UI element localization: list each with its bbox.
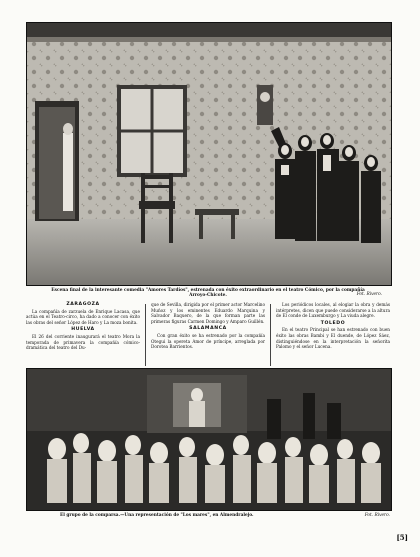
section-text-salamanca: Con gran éxito se ha estrenado por la compañía Otegui la opereta Amor de príncipe, arreglada por Dorotea Barrientos.: [151, 332, 265, 350]
section-heading-huelva: HUELVA: [71, 327, 95, 333]
column-divider: [145, 304, 146, 366]
top-photo-credit: Fot. Rivero.: [356, 292, 382, 297]
column-divider: [270, 304, 271, 366]
section-text-zaragoza: La compañía de zarzuela de Enrique Lacasa, que actúa en el Teatro-circo, ha dado a conocer con éxito las obras del señor López de Haro y La moza bonita.: [26, 308, 140, 325]
section-text-huelva-cont: que de Sevilla, dirigida por el primer actor Marcelino Muñoz y los eminentes Eduardo Marquina y Salvador Baquero, de la que forman parte las primeras figuras Carmen Domingo y Amparo Guillén.: [151, 302, 265, 324]
bottom-photo-caption-text: El grupo de la comparsa.—Una representación de "Los mares", en Almendralejo.: [60, 513, 254, 518]
news-column-1: [26, 302, 140, 353]
page-number: [5]: [396, 533, 408, 542]
section-text-toledo: En el teatro Principal se han estrenado con buen éxito las obras Bambi y El duende, de López Sáez, distinguiéndose en la interpretación la señorita Palomo y el señor Lucena.: [276, 327, 390, 350]
section-heading-zaragoza: ZARAGOZA: [66, 302, 100, 307]
section-heading-salamanca: SALAMANCA: [189, 326, 227, 332]
top-photo-caption-text: Escena final de la interesante comedia "Amores Tardíos", estrenada con éxito extraordinario en el teatro Cómico, por la compañía Arroyo-Chicote.: [51, 288, 365, 298]
bottom-photo-caption: [60, 513, 390, 518]
news-columns: [26, 302, 390, 366]
stage-scene-photo: [26, 22, 392, 286]
section-text-salamanca-cont: Los periódicos locales, al elogiar la obra y demás intérpretes, dicen que puede considerarse a la altura de El conde de Luxemburgo y La viuda alegre.: [276, 302, 390, 319]
costume-group-photo: [26, 368, 392, 511]
bottom-photo-credit: Fot. Rivero.: [364, 513, 390, 518]
section-text-huelva: El 26 del corriente inaugurará el teatro Mora la temporada de primavera la compañía cómico-dramática del teatro del Du-: [26, 333, 140, 351]
top-photo-caption: [26, 288, 390, 298]
section-heading-toledo: TOLEDO: [320, 320, 346, 326]
news-column-2: [151, 302, 265, 352]
news-column-3: [276, 302, 390, 352]
